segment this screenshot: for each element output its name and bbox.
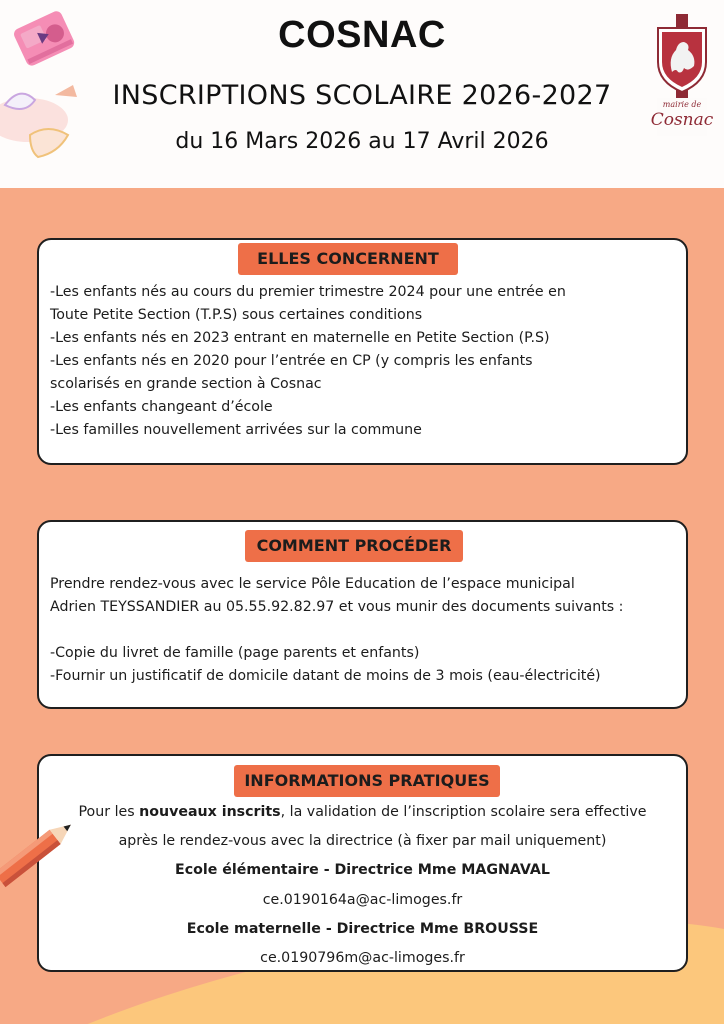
concerned-line-6: -Les enfants changeant d’école — [50, 399, 273, 415]
nursery-school-email[interactable]: ce.0190796m@ac-limoges.fr — [260, 950, 465, 966]
concerned-line-4: -Les enfants nés en 2020 pour l’entrée en CP (y compris les enfants — [50, 353, 533, 369]
page-subtitle: INSCRIPTIONS SCOLAIRE 2026-2027 — [112, 80, 612, 111]
new-registrants-text: nouveaux inscrits — [139, 804, 281, 820]
concerned-line-5: scolarisés en grande section à Cosnac — [50, 376, 322, 392]
practical-line-2: après le rendez-vous avec la directrice (à fixer par mail uniquement) — [118, 833, 607, 849]
practical-heading: INFORMATIONS PRATIQUES — [234, 765, 500, 797]
practical-line-1-prefix: Pour les — [78, 804, 140, 820]
concerned-card — [37, 238, 688, 465]
logo-caption-large: Cosnac — [650, 110, 714, 130]
concerned-line-3: -Les enfants nés en 2023 entrant en maternelle en Petite Section (P.S) — [50, 330, 550, 346]
procedure-heading: COMMENT PROCÉDER — [245, 530, 463, 562]
concerned-heading: ELLES CONCERNENT — [238, 243, 458, 275]
procedure-intro-2: Adrien TEYSSANDIER au 05.55.92.82.97 et vous munir des documents suivants : — [50, 599, 624, 615]
concerned-line-1: -Les enfants nés au cours du premier trimestre 2024 pour une entrée en — [50, 284, 566, 300]
practical-card — [37, 754, 688, 972]
nursery-school-director: Ecole maternelle - Directrice Mme BROUSSE — [186, 921, 539, 937]
practical-line-1 — [39, 804, 686, 820]
elementary-school-email[interactable]: ce.0190164a@ac-limoges.fr — [262, 892, 463, 908]
elementary-school-director: Ecole élémentaire - Directrice Mme MAGNAVAL — [175, 862, 550, 878]
concerned-line-2: Toute Petite Section (T.P.S) sous certaines conditions — [50, 307, 423, 323]
procedure-doc-2: -Fournir un justificatif de domicile datant de moins de 3 mois (eau-électricité) — [50, 668, 601, 684]
procedure-doc-1: -Copie du livret de famille (page parents et enfants) — [50, 645, 420, 661]
pencil-icon — [0, 800, 80, 900]
concerned-line-7: -Les familles nouvellement arrivées sur la commune — [50, 422, 422, 438]
procedure-card — [37, 520, 688, 709]
practical-line-1-suffix: , la validation de l’inscription scolaire sera effective — [280, 804, 647, 820]
procedure-intro-1: Prendre rendez-vous avec le service Pôle Education de l’espace municipal — [50, 576, 575, 592]
logo-caption-small: mairie de — [662, 100, 702, 109]
registration-dates: du 16 Mars 2026 au 17 Avril 2026 — [175, 129, 549, 154]
page-title: COSNAC — [278, 14, 446, 56]
